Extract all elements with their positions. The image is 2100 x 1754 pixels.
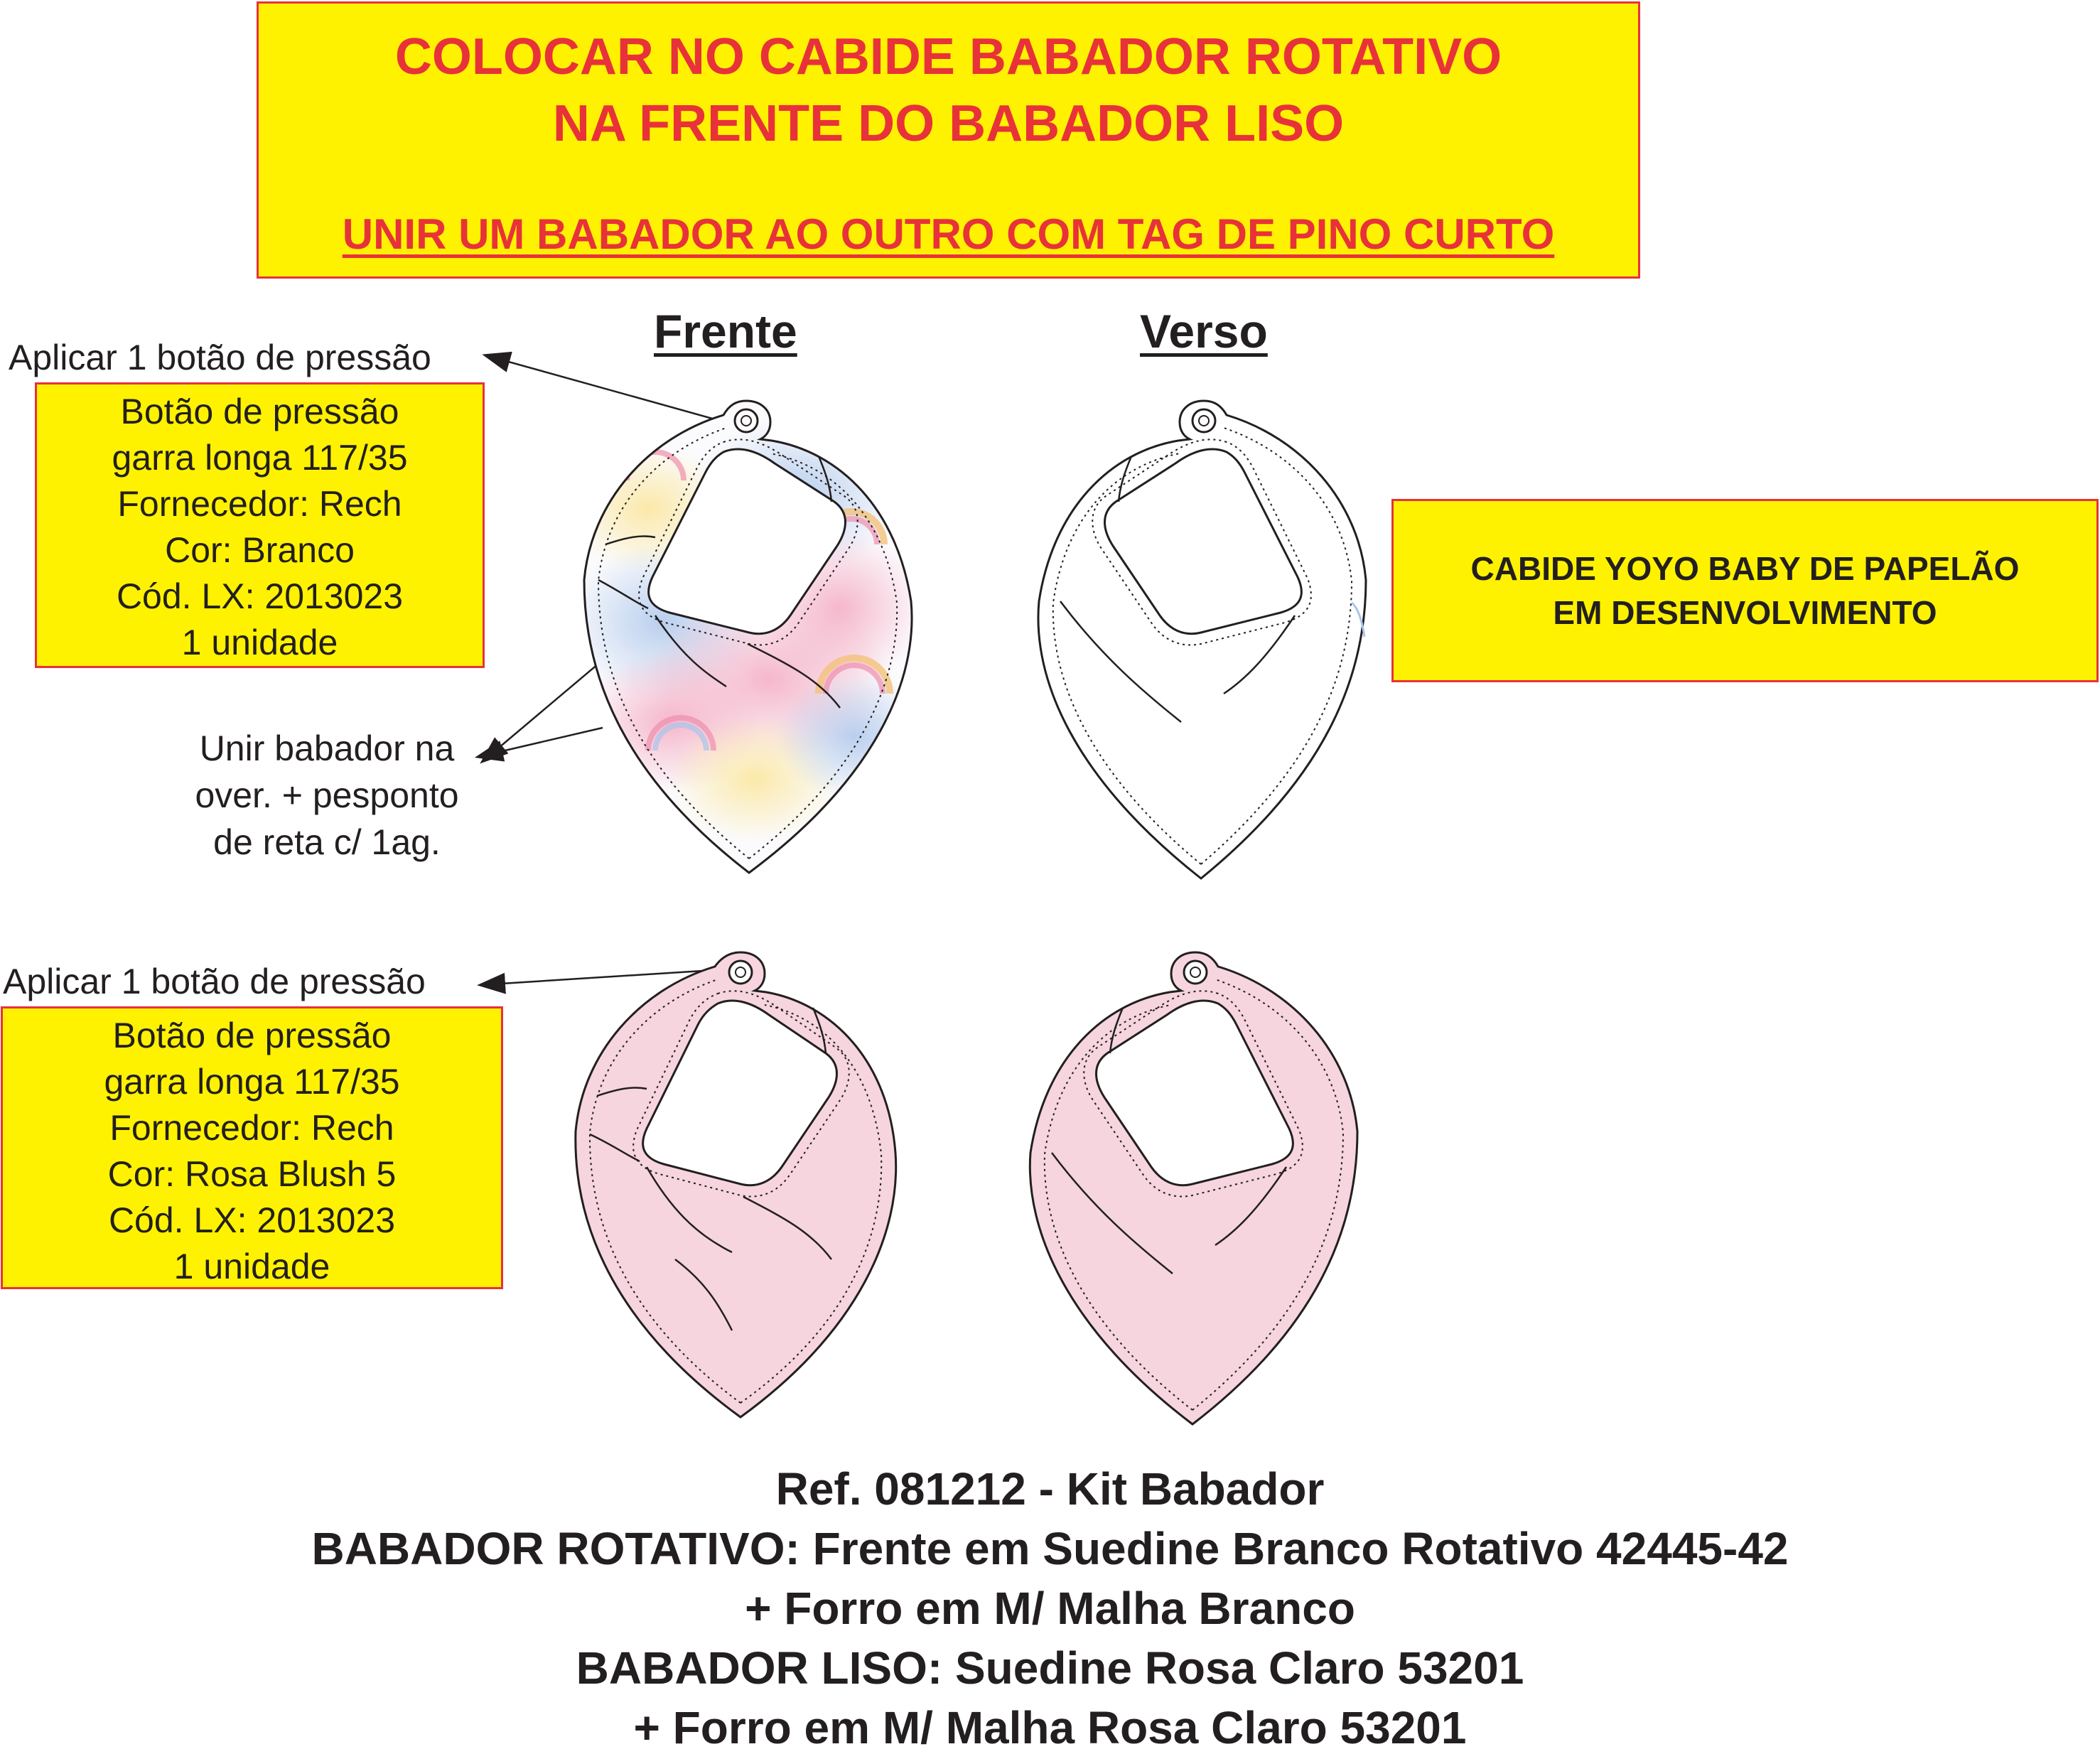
callout-snap-button-rotativo: Aplicar 1 botão de pressão	[9, 338, 431, 377]
spec-liso-line: Cor: Rosa Blush 5	[107, 1154, 397, 1194]
top-instruction-line-2: NA FRENTE DO BABADOR LISO	[552, 95, 1345, 152]
spec-liso-line: Botão de pressão	[112, 1016, 392, 1055]
spec-liso-line: 1 unidade	[173, 1247, 330, 1286]
snap-button-icon	[1184, 961, 1207, 984]
snap-button-icon	[729, 961, 752, 984]
footer-ref: Ref. 081212 - Kit Babador	[775, 1463, 1325, 1514]
spec-rotativo-line: Cód. LX: 2013023	[116, 576, 404, 616]
snap-button-icon	[1192, 409, 1215, 432]
spec-rotativo-line: Fornecedor: Rech	[117, 484, 402, 524]
snap-button-icon	[735, 409, 758, 432]
top-instruction-line-1: COLOCAR NO CABIDE BABADOR ROTATIVO	[394, 28, 1502, 85]
bib-liso-front	[576, 947, 895, 1423]
bib-liso-back	[1030, 947, 1357, 1430]
view-label-back: Verso	[1140, 305, 1268, 357]
bib-rotativo-back	[1039, 395, 1366, 886]
footer-liso-front: BABADOR LISO: Suedine Rosa Claro 53201	[576, 1642, 1524, 1694]
stitch-note-line: de reta c/ 1ag.	[213, 822, 441, 862]
callout-snap-button-liso: Aplicar 1 botão de pressão	[3, 962, 426, 1001]
stitch-note-line: over. + pesponto	[195, 775, 459, 815]
view-label-front: Frente	[654, 305, 797, 357]
spec-liso-line: Cód. LX: 2013023	[108, 1200, 396, 1240]
bib-rotativo-front	[584, 395, 911, 878]
footer-liso-lining: + Forro em M/ Malha Rosa Claro 53201	[633, 1702, 1467, 1753]
footer-rotativo-front: BABADOR ROTATIVO: Frente em Suedine Branco Rotativo 42445-42	[311, 1523, 1789, 1574]
spec-liso-line: garra longa 117/35	[104, 1062, 400, 1102]
spec-rotativo-line: 1 unidade	[181, 623, 338, 662]
spec-liso-line: Fornecedor: Rech	[109, 1108, 394, 1148]
spec-rotativo-line: garra longa 117/35	[112, 438, 408, 478]
top-instruction-line-3: UNIR UM BABADOR AO OUTRO COM TAG DE PINO CURTO	[342, 210, 1555, 258]
stitch-note-line: Unir babador na	[199, 728, 455, 768]
hanger-note-line-1: CABIDE YOYO BABY DE PAPELÃO	[1470, 550, 2020, 587]
footer-rotativo-lining: + Forro em M/ Malha Branco	[745, 1583, 1355, 1634]
hanger-note-line-2: EM DESENVOLVIMENTO	[1553, 594, 1937, 631]
spec-rotativo-line: Cor: Branco	[165, 530, 355, 570]
spec-rotativo-line: Botão de pressão	[120, 392, 399, 431]
